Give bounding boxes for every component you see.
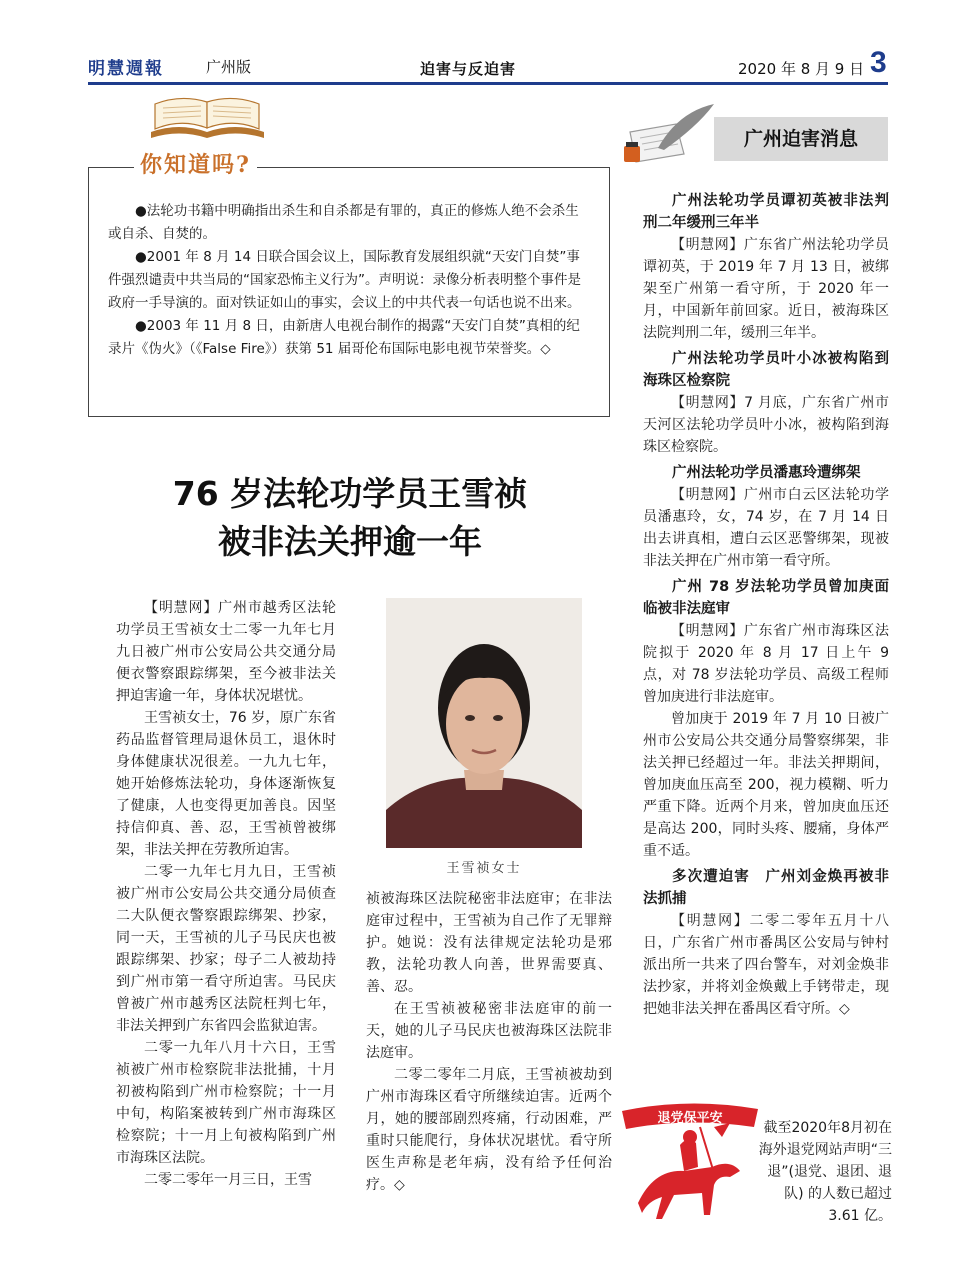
article-paragraph: 二零二零年二月底，王雪祯被劫到广州市海珠区看守所继续迫害。近两个月，她的腰部剧烈疼痛，行动困难，严重时只能爬行，身体状况堪忧。看守所医生声称是老年病，没有给予任何治疗。◇ [366,1067,612,1193]
newspaper-brand: 明慧週報 [88,59,164,79]
news-item [643,462,889,572]
article-headline [110,470,590,566]
did-you-know-text [108,200,592,361]
did-you-know-paragraph: ●2003 年 11 月 8 日，由新唐人电视台制作的揭露“天安门自焚”真相的纪录片《伪火》（《False Fire》）获第 51 届哥伦布国际电影电视节荣誉奖。◇ [108,318,580,357]
news-headline: 广州法轮功学员叶小冰被构陷到海珠区检察院 [643,351,889,389]
news-body: 【明慧网】7 月底，广东省广州市天河区法轮功学员叶小冰，被构陷到海珠区检察院。 [643,395,889,455]
did-you-know-title: 你知道吗? [134,148,257,179]
news-item [643,576,889,862]
article-paragraph: 二零二零年一月三日，王雪 [144,1172,312,1188]
article-paragraph: 二零一九年七月九日，王雪祯被广州市公安局公共交通分局侦查二大队便衣警察跟踪绑架、抄家，同一天，王雪祯的儿子马民庆也被跟踪绑架、抄家；母子二人被劫持到广州市第一看守所迫害。马民庆曾被广州市越秀区法院枉判七年，非法关押到广东省四会监狱迫害。 [116,864,336,1034]
did-you-know-paragraph: ●2001 年 8 月 14 日联合国会议上，国际教育发展组织就“天安门自焚”事件强烈谴责中共当局的“国家恐怖主义行为”。声明说：录像分析表明整个事件是政府一手导演的。面对铁证如山的事实，会议上的中共代表一句话也说不出来。 [108,249,581,311]
horse-rider-art [618,1097,763,1227]
issue-date: 2020 年 8 月 9 日 [738,60,865,78]
section-title: 迫害与反迫害 [420,60,517,78]
open-book-icon [145,96,270,142]
photo-caption: 王雪祯女士 [446,861,522,876]
right-section-header: 广州迫害消息 [714,117,888,161]
news-headline: 广州法轮功学员谭初英被非法判刑二年缓刑三年半 [643,193,889,231]
news-body: 曾加庚于 2019 年 7 月 10 日被广州市公安局公共交通分局警察绑架，非法关押已经超过一年。非法关押期间，曾加庚血压高至 200，视力模糊、听力严重下降。近两个月来，曾加庚血压还是高达 200，同时头疼、腰痛，身体严重不适。 [643,711,889,859]
news-body: 【明慧网】广东省广州法轮功学员谭初英，于 2019 年 7 月 13 日，被绑架至广州第一看守所，于 2020 年一月，中国新年前回家。近日，被海珠区法院判刑二年，缓刑三年半。 [643,237,889,341]
article-column-2 [366,888,612,1196]
news-body: 【明慧网】二零二零年五月十八日，广东省广州市番禺区公安局与钟村派出所一共来了四台警车，对刘金焕非法抄家，并将刘金焕戴上手铐带走，现把她非法关押在番禺区看守所。◇ [643,913,889,1017]
news-body: 【明慧网】广东省广州市海珠区法院拟于 2020 年 8 月 17 日上午 9 点，对 78 岁法轮功学员、高级工程师曾加庚进行非法庭审。 [643,623,889,705]
news-column [643,190,889,1024]
did-you-know-paragraph: ●法轮功书籍中明确指出杀生和自杀都是有罪的，真正的修炼人绝不会杀生或自杀、自焚的。 [108,203,579,242]
article-paragraph: 王雪祯女士，76 岁，原广东省药品监督管理局退休员工，退休时身体健康状况很差。一九九七年，她开始修炼法轮功，身体逐渐恢复了健康，人也变得更加善良。因坚持信仰真、善、忍，王雪祯曾被绑架，非法关押在劳教所迫害。 [116,710,336,858]
news-headline: 多次遭迫害 广州刘金焕再被非法抓捕 [643,869,889,907]
article-paragraph: 在王雪祯被秘密非法庭审的前一天，她的儿子马民庆也被海珠区法院非法庭审。 [366,1001,612,1061]
article-paragraph: 【明慧网】广州市越秀区法轮功学员王雪祯女士二零一九年七月九日被广州市公安局公共交通分局便衣警察跟踪绑架，至今被非法关押迫害逾一年，身体状况堪忧。 [116,600,336,704]
ad-text: 截至2020年8月初在海外退党网站声明“三退”(退党、退团、退队) 的人数已超过 3.61 亿。 [758,1120,892,1224]
portrait-photo [386,598,582,848]
headline-line-2: 被非法关押逾一年 [218,522,482,561]
article-paragraph: 二零一九年八月十六日，王雪祯被广州市检察院非法批捕，十月初被构陷到广州市检察院；十一月中旬，构陷案被转到广州市海珠区检察院；十一月上旬被构陷到广州市海珠区法院。 [116,1040,336,1166]
article-paragraph: 祯被海珠区法院秘密非法庭审；在非法庭审过程中，王雪祯为自己作了无罪辩护。她说：没有法律规定法轮功是邪教，法轮功教人向善，世界需要真、善、忍。 [366,891,612,995]
news-item [643,190,889,344]
news-headline: 广州法轮功学员潘惠玲遭绑架 [672,465,861,481]
quill-paper-icon [618,102,718,166]
article-column-1 [116,597,336,1191]
ad-banner-text: 退党保平安 [657,1111,723,1126]
news-item [643,866,889,1020]
news-body: 【明慧网】广州市白云区法轮功学员潘惠玲，女，74 岁，在 7 月 14 日出去讲真相，遭白云区恶警绑架，现被非法关押在广州市第一看守所。 [643,487,889,569]
page-number: 3 [870,46,887,79]
headline-line-1: 76 岁法轮功学员王雪祯 [172,474,528,513]
news-item [643,348,889,458]
header-rule [88,82,888,85]
news-headline: 广州 78 岁法轮功学员曾加庚面临被非法庭审 [643,579,889,617]
edition-label: 广州版 [206,58,252,76]
